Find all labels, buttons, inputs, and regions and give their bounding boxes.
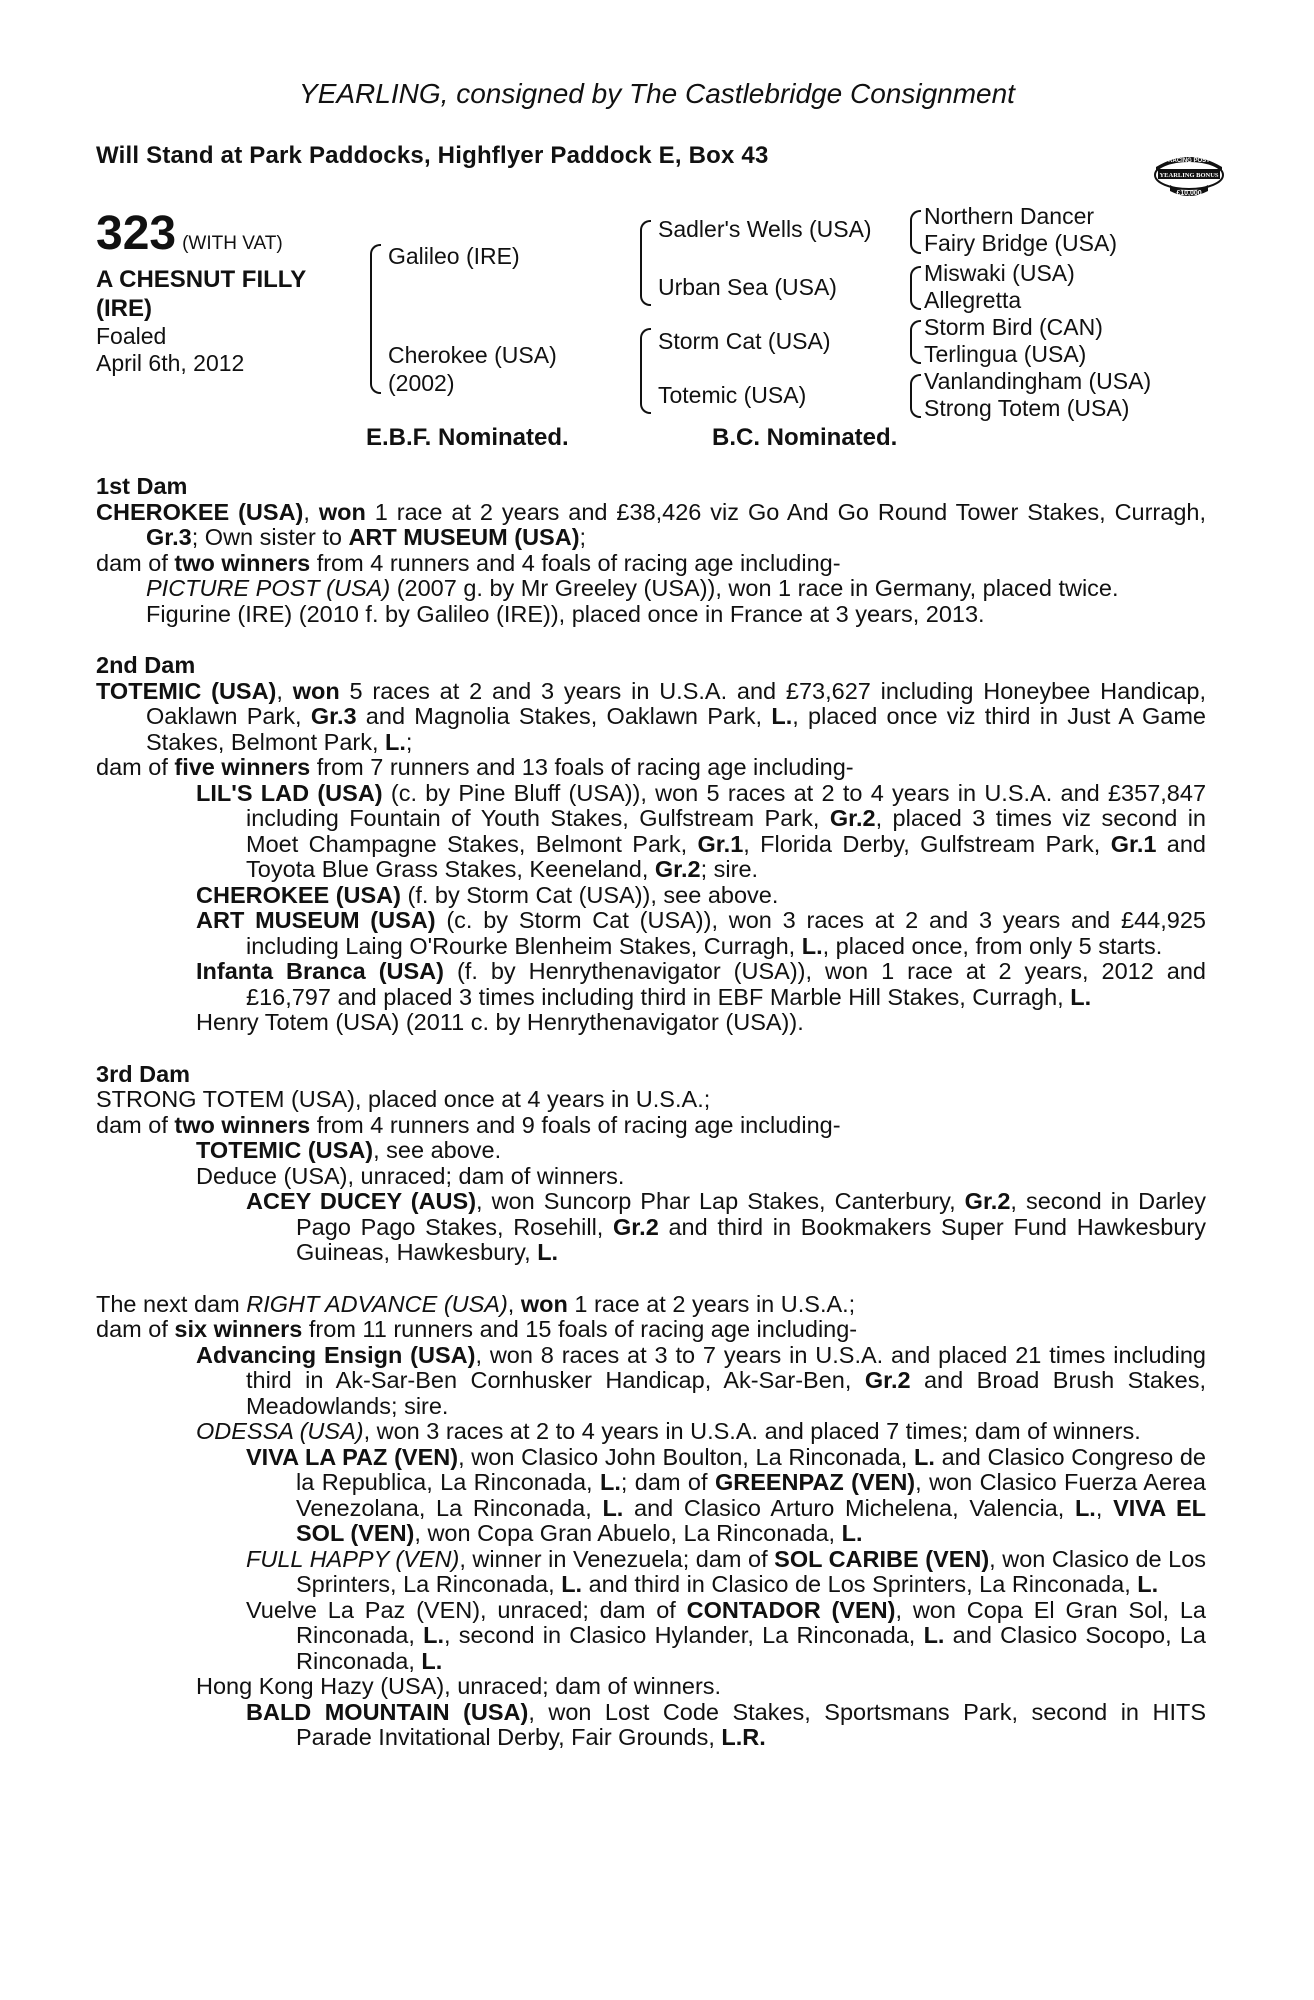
ebf-nominated: E.B.F. Nominated. — [366, 424, 569, 451]
bc-nominated: B.C. Nominated. — [712, 424, 898, 451]
foaled-label: Foaled — [96, 323, 167, 349]
next-dam-record: The next dam RIGHT ADVANCE (USA), won 1 race at 2 years in U.S.A.; — [96, 1290, 856, 1317]
list-item: BALD MOUNTAIN (USA), won Lost Code Stakes, Sportsmans Park, second in HITS Parade Invitational Derby, Fair Grounds, L.R. — [246, 1698, 1206, 1750]
list-item: Deduce (USA), unraced; dam of winners. — [196, 1162, 625, 1189]
list-item: ODESSA (USA), won 3 races at 2 to 4 years in U.S.A. and placed 7 times; dam of winners. — [196, 1418, 1141, 1444]
third-dam-section — [96, 1062, 1206, 1266]
list-item: PICTURE POST (USA) (2007 g. by Mr Greeley (USA)), won 1 race in Germany, placed twice. — [146, 575, 1119, 601]
pedigree-dam: Cherokee (USA) — [388, 342, 557, 368]
list-item: Infanta Branca (USA) (f. by Henrythenavigator (USA)), won 1 race at 2 years, 2012 and £16,797 and placed 3 times including third in EBF Marble Hill Stakes, Curragh, L. — [196, 958, 1206, 1010]
pedigree-sdd: Allegretta — [924, 287, 1022, 313]
list-item: VIVA LA PAZ (VEN), won Clasico John Boulton, La Rinconada, L. and Clasico Congreso de la Republica, La Rinconada, L.; dam of GREENPAZ (VEN), won Clasico Fuerza Aerea Venezolana, La Rinconada, L. and Clasico Arturo Michelena, Valencia, L., VIVA EL SOL (VEN), won Copa Gran Abuelo, La Rinconada, L. — [246, 1443, 1207, 1546]
pedigree-dsd: Terlingua (USA) — [924, 341, 1087, 367]
list-item: LIL'S LAD (USA) (c. by Pine Bluff (USA)), won 5 races at 2 to 4 years in U.S.A. and £357,847 including Fountain of Youth Stakes, Gulfstream Park, Gr.2, placed 3 times viz second in Moet Champagne Stakes, Belmont Park, Gr.1, Florida Derby, Gulfstream Park, Gr.1 and Toyota Blue Grass Stakes, Keeneland, Gr.2; sire. — [196, 779, 1207, 882]
list-item: Figurine (IRE) (2010 f. by Galileo (IRE)), placed once in France at 3 years, 2013. — [146, 600, 985, 627]
yearling-bonus-badge-icon — [1150, 145, 1228, 201]
next-dam-section — [96, 1292, 1206, 1751]
pedigree-sire-dam: Urban Sea (USA) — [658, 274, 837, 300]
first-dam-produce: dam of two winners from 4 runners and 4 foals of racing age including- — [96, 549, 841, 576]
next-dam-produce: dam of six winners from 11 runners and 15 foals of racing age including- — [96, 1316, 858, 1342]
second-dam-produce: dam of five winners from 7 runners and 13 foals of racing age including- — [96, 754, 854, 780]
badge-mid-text: YEARLING BONUS — [1159, 172, 1219, 179]
third-dam-produce: dam of two winners from 4 runners and 9 foals of racing age including- — [96, 1111, 841, 1138]
pedigree-dds: Vanlandingham (USA) — [924, 368, 1152, 394]
pedigree-bracket-main — [370, 244, 381, 394]
page-header: YEARLING, consigned by The Castlebridge Consignment — [299, 78, 1015, 109]
catalogue-body — [96, 474, 1206, 1777]
list-item: Henry Totem (USA) (2011 c. by Henrythenavigator (USA)). — [196, 1009, 804, 1035]
third-dam-heading: 3rd Dam — [96, 1060, 191, 1087]
badge-amount-text: £10,000 — [1176, 190, 1202, 197]
pedigree-dam-year: (2002) — [388, 370, 455, 396]
pedigree-dss: Storm Bird (CAN) — [924, 314, 1103, 340]
pedigree-ssd: Fairy Bridge (USA) — [924, 230, 1117, 256]
pedigree-ddd: Strong Totem (USA) — [924, 395, 1130, 421]
lot-description: A CHESNUT FILLY (IRE) — [96, 266, 307, 322]
first-dam-record: CHEROKEE (USA), won 1 race at 2 years and £38,426 viz Go And Go Round Tower Stakes, Curragh, Gr.3; Own sister to ART MUSEUM (USA); — [96, 498, 1206, 550]
pedigree-sss: Northern Dancer — [924, 203, 1095, 229]
vat-label: (WITH VAT) — [182, 233, 283, 254]
pedigree-bracket-sd — [910, 266, 921, 310]
lot-number: 323 — [96, 207, 177, 260]
lot-info — [96, 206, 356, 377]
pedigree-sds: Miswaki (USA) — [924, 260, 1075, 286]
pedigree-bracket-dd — [910, 374, 921, 418]
list-item: ART MUSEUM (USA) (c. by Storm Cat (USA)), won 3 races at 2 and 3 years and £44,925 including Laing O'Rourke Blenheim Stakes, Curragh, L., placed once, from only 5 starts. — [196, 907, 1206, 959]
list-item: Vuelve La Paz (VEN), unraced; dam of CONTADOR (VEN), won Copa El Gran Sol, La Rinconada, L., second in Clasico Hylander, La Rinconada, L. and Clasico Socopo, La Rinconada, L. — [246, 1596, 1206, 1674]
pedigree-sire: Galileo (IRE) — [388, 243, 520, 269]
stand-location: Will Stand at Park Paddocks, Highflyer Paddock E, Box 43 — [96, 142, 769, 169]
list-item: Advancing Ensign (USA), won 8 races at 3 to 7 years in U.S.A. and placed 21 times including third in Ak-Sar-Ben Cornhusker Handicap, Ak-Sar-Ben, Gr.2 and Broad Brush Stakes, Meadowlands; sire. — [196, 1341, 1206, 1419]
second-dam-heading: 2nd Dam — [96, 652, 196, 678]
list-item: CHEROKEE (USA) (f. by Storm Cat (USA)), see above. — [196, 881, 779, 908]
badge-top-text: RACING POST — [1168, 158, 1210, 164]
pedigree-sire-sire: Sadler's Wells (USA) — [658, 216, 872, 242]
pedigree-bracket-sire — [640, 220, 651, 306]
second-dam-record: TOTEMIC (USA), won 5 races at 2 and 3 years in U.S.A. and £73,627 including Honeybee Handicap, Oaklawn Park, Gr.3 and Magnolia Stakes, Oaklawn Park, L., placed once viz third in Just A Game Stakes, Belmont Park, L.; — [96, 677, 1206, 755]
third-dam-record: STRONG TOTEM (USA), placed once at 4 years in U.S.A.; — [96, 1086, 711, 1112]
pedigree-dam-dam: Totemic (USA) — [658, 382, 807, 408]
first-dam-heading: 1st Dam — [96, 473, 188, 499]
list-item: ACEY DUCEY (AUS), won Suncorp Phar Lap Stakes, Canterbury, Gr.2, second in Darley Pago Pago Stakes, Rosehill, Gr.2 and third in Bookmakers Super Fund Hawkesbury Guineas, Hawkesbury, L. — [246, 1188, 1207, 1265]
foaled-date: April 6th, 2012 — [96, 350, 245, 376]
pedigree-dam-sire: Storm Cat (USA) — [658, 328, 831, 354]
first-dam-section — [96, 474, 1206, 627]
second-dam-section — [96, 653, 1206, 1036]
list-item: TOTEMIC (USA), see above. — [196, 1137, 502, 1163]
pedigree-bracket-ds — [910, 320, 921, 364]
pedigree-bracket-ss — [910, 210, 921, 254]
pedigree-bracket-dam — [640, 328, 651, 414]
list-item: FULL HAPPY (VEN), winner in Venezuela; dam of SOL CARIBE (VEN), won Clasico de Los Sprinters, La Rinconada, L. and third in Clasico de Los Sprinters, La Rinconada, L. — [246, 1545, 1207, 1597]
list-item: Hong Kong Hazy (USA), unraced; dam of winners. — [196, 1673, 722, 1699]
